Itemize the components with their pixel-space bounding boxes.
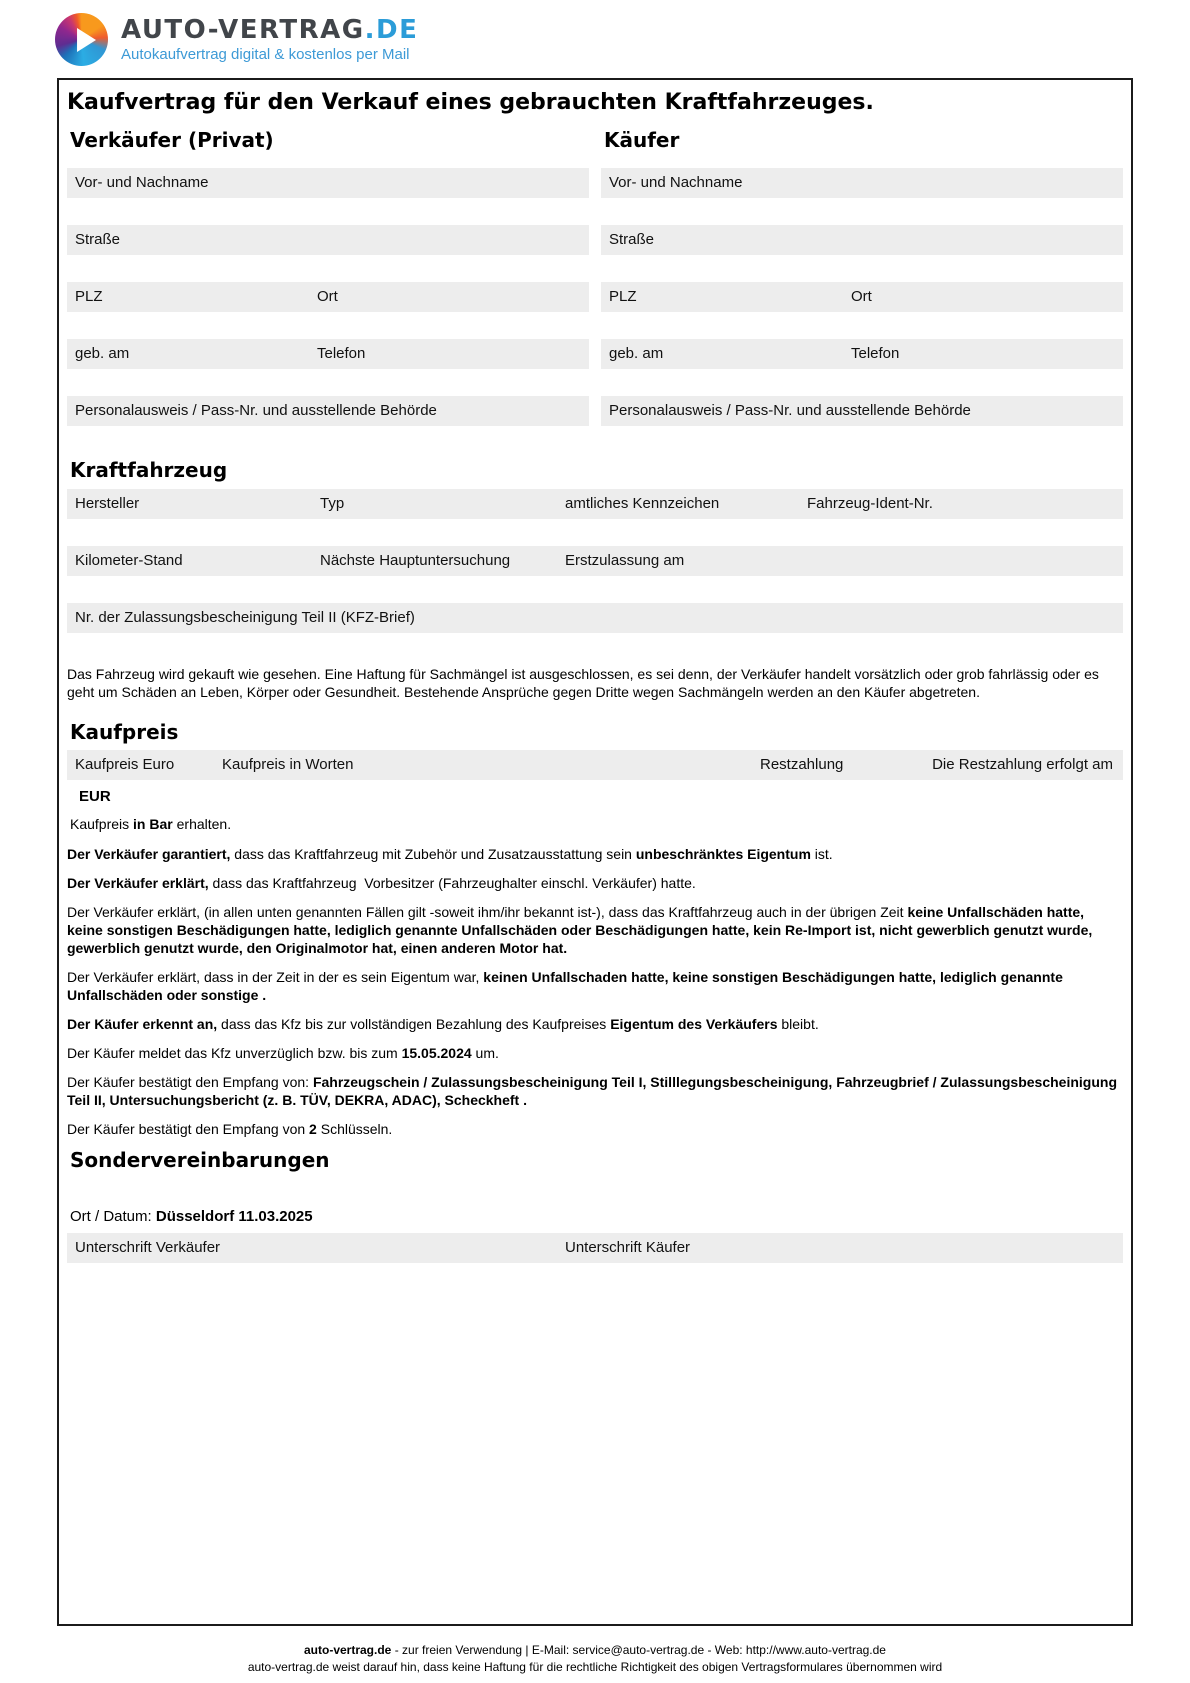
page-footer: [0, 1642, 1190, 1676]
field-label: Nächste Hauptuntersuchung: [320, 552, 511, 569]
brand-tld: .DE: [364, 15, 419, 45]
field-label: Straße: [75, 231, 121, 248]
field-label: Personalausweis / Pass-Nr. und ausstellende Behörde: [609, 402, 971, 419]
field-label: Fahrzeug-Ident-Nr.: [807, 495, 933, 512]
contract-sheet: [57, 78, 1133, 1626]
buyer-field-street: [601, 225, 1123, 255]
clause-text: Der Verkäufer erklärt, dass in der Zeit in der es sein Eigentum war,: [67, 969, 484, 985]
clause-text: Kaufpreis: [70, 816, 134, 832]
field-label: geb. am: [75, 345, 130, 362]
clause-ownership-acknowledge: [67, 1015, 1123, 1033]
clause-bold: unbeschränktes Eigentum: [635, 846, 811, 862]
clause-other-time: [67, 903, 1123, 957]
field-label: Nr. der Zulassungsbescheinigung Teil II (KFZ-Brief): [75, 609, 415, 626]
clause-bold: keine Unfallschäden hatte, keine sonstigen Beschädigungen hatte, lediglich genannte Unfallschäden oder Beschädigungen hatte, kein Re-Import ist, nicht gewerblich genutzt wurde, gewerblich genutzt wurde, den Originalmotor hat, einen anderen Motor hat.: [67, 904, 1093, 956]
clause-text: dass das Kraftfahrzeug mit Zubehör und Zusatzausstattung sein: [230, 846, 636, 862]
clause-text: dass das Kfz bis zur vollständigen Bezahlung des Kaufpreises: [217, 1016, 611, 1032]
seller-section: [67, 128, 589, 453]
clause-bold: Der Verkäufer garantiert,: [67, 846, 231, 862]
clause-bold: Eigentum des Verkäufers: [610, 1016, 778, 1032]
field-label: Straße: [609, 231, 655, 248]
currency-label: EUR: [79, 788, 111, 805]
field-label: Vor- und Nachname: [609, 174, 743, 191]
page-title: Kaufvertrag für den Verkauf eines gebrauchten Kraftfahrzeuges.: [67, 90, 874, 115]
field-label: Kaufpreis Euro: [75, 756, 175, 773]
signature-buyer-label: Unterschrift Käufer: [565, 1239, 691, 1256]
field-label: Restzahlung: [760, 756, 844, 773]
clause-text: Der Verkäufer erklärt, (in allen unten genannten Fällen gilt -soweit ihm/ihr bekannt ist-), dass das Kraftfahrzeug auch in der übrigen Zeit: [67, 904, 908, 920]
seller-field-geb-telefon: [67, 339, 589, 369]
clause-bold: Der Verkäufer erklärt,: [67, 875, 209, 891]
footer-contact: - zur freien Verwendung | E-Mail: service@auto-vertrag.de - Web: http://www.auto-vertrag.de: [391, 1643, 886, 1657]
field-label: PLZ: [75, 288, 103, 305]
field-label: Personalausweis / Pass-Nr. und ausstellende Behörde: [75, 402, 437, 419]
clause-bold: Der Käufer erkennt an,: [67, 1016, 218, 1032]
clause-text: bleibt.: [777, 1016, 819, 1032]
field-label: Telefon: [317, 345, 366, 362]
vehicle-field-row2: [67, 546, 1123, 576]
clause-previous-owners: [67, 874, 1123, 892]
price-heading: Kaufpreis: [70, 720, 179, 744]
seller-heading: Verkäufer (Privat): [70, 128, 274, 152]
clause-receipt-documents: [67, 1073, 1123, 1109]
brand-main: AUTO-VERTRAG: [121, 15, 365, 45]
vehicle-field-registration-doc: [67, 603, 1123, 633]
clause-cash-payment: [70, 815, 1123, 833]
footer-brand: auto-vertrag.de: [304, 1643, 392, 1657]
field-label: amtliches Kennzeichen: [565, 495, 720, 512]
buyer-field-name: [601, 168, 1123, 198]
seller-field-plz-ort: [67, 282, 589, 312]
place-date-value: Düsseldorf 11.03.2025: [155, 1208, 313, 1225]
liability-disclaimer: Das Fahrzeug wird gekauft wie gesehen. Eine Haftung für Sachmängel ist ausgeschlossen, es sei denn, der Verkäufer handelt vorsätzlich oder grob fahrlässig oder es geht um Schäden an Leben, Körper oder Gesundheit. Bestehende Ansprüche gegen Dritte wegen Sachmängeln werden an den Käufer abgetreten.: [67, 666, 1099, 700]
clause-text: um.: [471, 1045, 499, 1061]
brand-text-block: [121, 16, 418, 63]
buyer-field-plz-ort: [601, 282, 1123, 312]
play-icon: [55, 13, 108, 66]
vehicle-field-row1: [67, 489, 1123, 519]
signature-seller-label: Unterschrift Verkäufer: [75, 1239, 221, 1256]
clause-registration-deadline: [67, 1044, 1123, 1062]
buyer-field-geb-telefon: [601, 339, 1123, 369]
footer-line1: [0, 1642, 1190, 1659]
clause-bold: Fahrzeugschein / Zulassungsbescheinigung Teil I, Stilllegungsbescheinigung, Fahrzeugbrief / Zulassungsbescheinigung Teil II, Untersuchungsbericht (z. B. TÜV, DEKRA, ADAC), Scheckheft .: [67, 1074, 1118, 1108]
brand-tagline: Autokaufvertrag digital & kostenlos per Mail: [121, 46, 410, 63]
clause-bold: 15.05.2024: [401, 1045, 472, 1061]
field-label: Telefon: [851, 345, 900, 362]
special-agreements-heading: Sondervereinbarungen: [70, 1148, 330, 1172]
field-label: Typ: [320, 495, 345, 512]
field-label: Kilometer-Stand: [75, 552, 183, 569]
clause-bold: in Bar: [133, 816, 173, 832]
buyer-section: [601, 128, 1123, 453]
field-label: Ort: [317, 288, 338, 305]
field-label: geb. am: [609, 345, 664, 362]
clause-bold: keinen Unfallschaden hatte, keine sonstigen Beschädigungen hatte, lediglich genannte Unfallschäden oder sonstige .: [67, 969, 1063, 1003]
place-date-line: [70, 1208, 1123, 1226]
field-label: Kaufpreis in Worten: [222, 756, 354, 773]
buyer-field-id: [601, 396, 1123, 426]
price-field-row: [67, 750, 1123, 780]
brand-wordmark: [121, 16, 418, 44]
clause-text: Schlüsseln.: [316, 1121, 393, 1137]
field-label: Vor- und Nachname: [75, 174, 209, 191]
buyer-heading: Käufer: [604, 128, 680, 152]
clause-bold: 2: [309, 1121, 317, 1137]
vehicle-heading: Kraftfahrzeug: [70, 458, 228, 482]
clause-own-time: [67, 968, 1123, 1004]
field-label: PLZ: [609, 288, 637, 305]
seller-field-id: [67, 396, 589, 426]
field-label: Erstzulassung am: [565, 552, 685, 569]
clause-text: ist.: [810, 846, 833, 862]
place-date-label: Ort / Datum:: [70, 1208, 156, 1225]
seller-field-name: [67, 168, 589, 198]
parties-columns: [67, 128, 1123, 453]
clause-text: Der Käufer meldet das Kfz unverzüglich bzw. bis zum: [67, 1045, 402, 1061]
clause-text: Der Käufer bestätigt den Empfang von: [67, 1121, 310, 1137]
field-label: Ort: [851, 288, 872, 305]
brand-logo: [55, 13, 418, 66]
field-label: Hersteller: [75, 495, 140, 512]
clause-text: Der Käufer bestätigt den Empfang von:: [67, 1074, 313, 1090]
footer-line2: auto-vertrag.de weist darauf hin, dass keine Haftung für die rechtliche Richtigkeit des obigen Vertragsformulares übernommen wird: [247, 1660, 943, 1674]
seller-field-street: [67, 225, 589, 255]
signature-row: [67, 1233, 1123, 1263]
field-label: Die Restzahlung erfolgt am: [932, 756, 1113, 773]
clause-guarantee: [67, 845, 1123, 863]
clause-text: dass das Kraftfahrzeug Vorbesitzer (Fahrzeughalter einschl. Verkäufer) hatte.: [208, 875, 696, 891]
clause-text: erhalten.: [172, 816, 232, 832]
clause-receipt-keys: [67, 1120, 1123, 1138]
